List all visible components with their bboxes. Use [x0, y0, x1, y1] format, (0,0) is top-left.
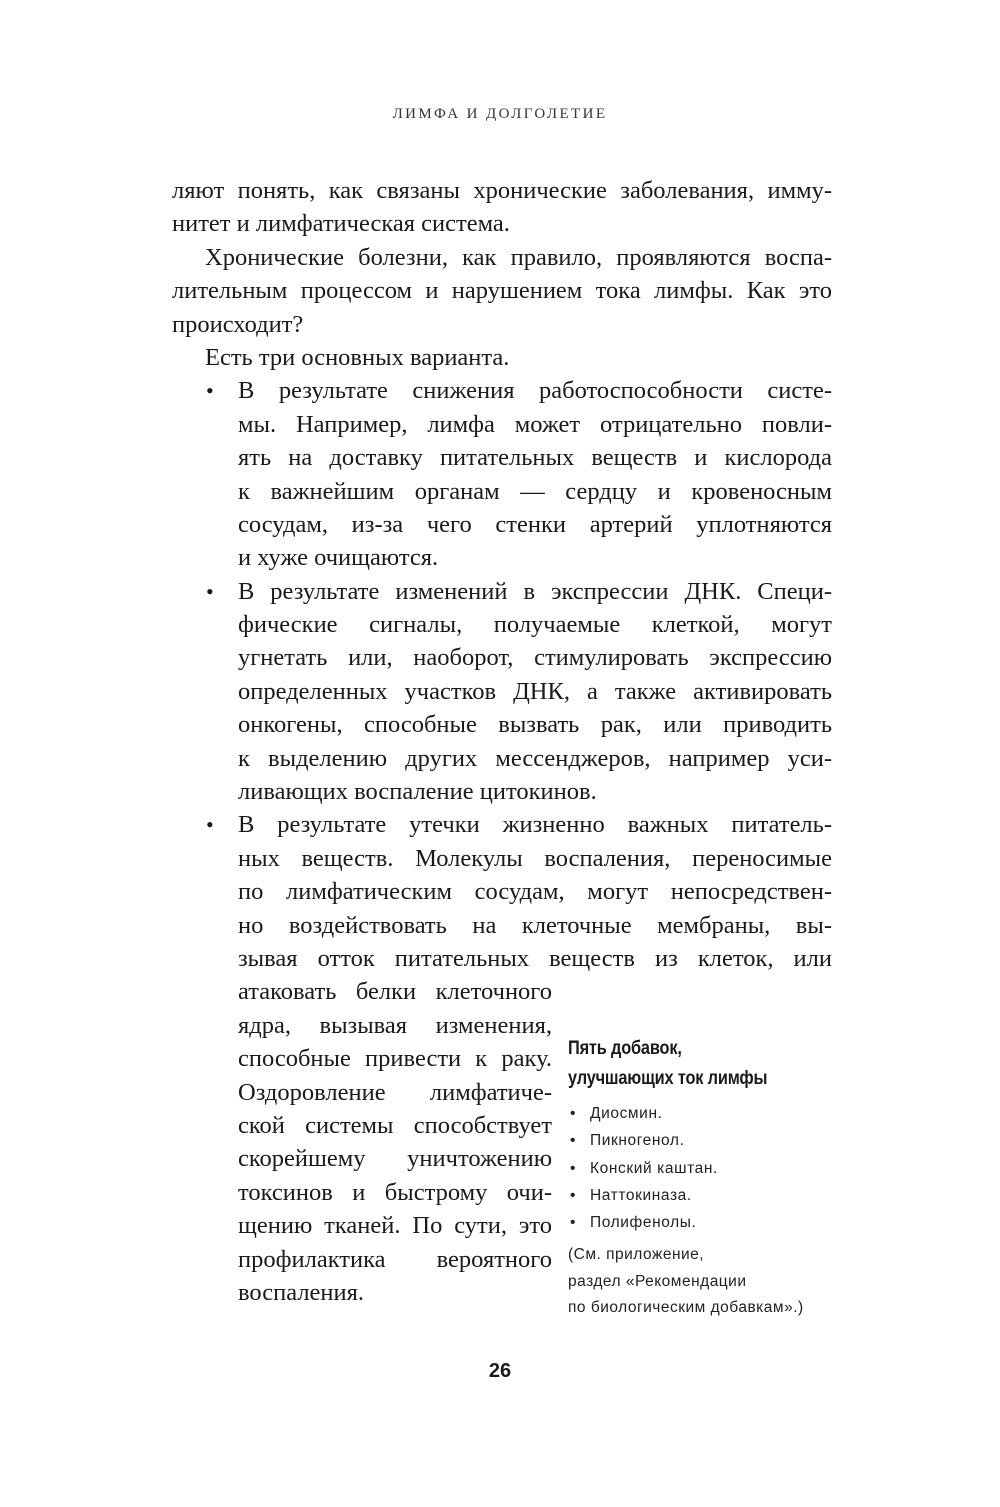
text-line: к выделению других мессенджеров, например уси-: [238, 744, 832, 772]
bullet-icon: •: [570, 1159, 577, 1177]
list-item-label: Конский каштан.: [590, 1159, 718, 1177]
text-line: но воздействовать на клеточные мембраны, вы-: [238, 911, 832, 939]
running-head: ЛИМФА И ДОЛГОЛЕТИЕ: [392, 106, 608, 122]
text-line: и хуже очищаются.: [238, 544, 439, 572]
list-item-label: Диосмин.: [590, 1105, 663, 1122]
text-line: ядра, вызывая изменения,: [238, 1011, 552, 1039]
sidebar-title-line: улучшающих ток лимфы: [568, 1068, 768, 1089]
text-line: ской системы способствует: [238, 1111, 552, 1139]
text-line: скорейшему уничтожению: [238, 1145, 552, 1173]
text-line: воспаления.: [238, 1278, 365, 1306]
note-line: раздел «Рекомендации: [568, 1272, 747, 1290]
text-line: токсинов и быстрому очи-: [238, 1178, 552, 1206]
list-item-label: Наттокиназа.: [590, 1186, 692, 1204]
text-line: В результате изменений в экспрессии ДНК. Специ-: [238, 577, 832, 605]
text-line: способные привести к раку.: [238, 1045, 552, 1073]
bullet-item-1: [172, 374, 832, 574]
text-line: лительным процессом и нарушением тока лимфы. Как это: [172, 277, 832, 305]
text-line: Хронические болезни, как правило, проявляются воспа-: [205, 243, 832, 271]
bullet-icon: •: [570, 1105, 577, 1122]
bullet-icon: •: [206, 578, 214, 604]
note-line: по биологическим добавкам».): [568, 1299, 804, 1317]
text-line: мы. Например, лимфа может отрицательно повли-: [238, 410, 832, 438]
text-line: происходит?: [172, 310, 304, 338]
sidebar-title-line: Пять добавок,: [568, 1038, 682, 1059]
text-line: щению тканей. По сути, это: [238, 1212, 552, 1240]
list-item: [568, 1182, 888, 1209]
bullet-icon: •: [206, 378, 214, 404]
bullet-icon: •: [570, 1214, 577, 1232]
text-line: угнетать или, наоборот, стимулировать экспрессию: [238, 644, 832, 672]
bullet-icon: •: [206, 812, 214, 838]
supplements-sidebar: [568, 1034, 888, 1322]
text-line: ных веществ. Молекулы воспаления, переносимые: [238, 844, 832, 872]
text-line: Оздоровление лимфатиче-: [238, 1078, 552, 1106]
text-line: профилактика вероятного: [238, 1245, 552, 1273]
list-item: [568, 1127, 888, 1154]
text-line: зывая отток питательных веществ из клеток, или: [238, 944, 832, 972]
supplements-list: [568, 1100, 888, 1236]
sidebar-note: [568, 1242, 888, 1322]
bullet-item-2: [172, 575, 832, 809]
page-number: 26: [488, 1360, 512, 1382]
text-line: сосудам, из-за чего стенки артерий уплотняются: [238, 510, 832, 538]
list-item: [568, 1155, 888, 1182]
list-item-label: Пикногенол.: [590, 1132, 685, 1150]
text-line: ливающих воспаление цитокинов.: [238, 778, 597, 806]
text-line: ляют понять, как связаны хронические заболевания, имму-: [172, 177, 832, 204]
text-line: к важнейшим органам — сердцу и кровеносным: [238, 477, 832, 505]
list-item: [568, 1209, 888, 1236]
bullet-icon: •: [570, 1132, 577, 1150]
text-line: атаковать белки клеточного: [238, 978, 552, 1006]
text-line: Есть три основных варианта.: [205, 343, 510, 371]
text-line: по лимфатическим сосудам, могут непосредствен-: [238, 878, 832, 906]
list-item-label: Полифенолы.: [590, 1214, 697, 1232]
note-line: (См. приложение,: [568, 1246, 705, 1264]
bullet-icon: •: [570, 1186, 577, 1204]
list-item: [568, 1100, 888, 1127]
text-line: В результате утечки жизненно важных питатель-: [238, 811, 832, 839]
text-line: фические сигналы, получаемые клеткой, могут: [238, 611, 832, 639]
text-line: ять на доставку питательных веществ и кислорода: [238, 444, 832, 472]
text-line: определенных участков ДНК, а также активировать: [238, 677, 832, 705]
text-line: В результате снижения работоспособности систе-: [238, 377, 832, 405]
text-line: онкогены, способные вызвать рак, или приводить: [238, 711, 832, 739]
text-line: нитет и лимфатическая система.: [172, 210, 510, 238]
